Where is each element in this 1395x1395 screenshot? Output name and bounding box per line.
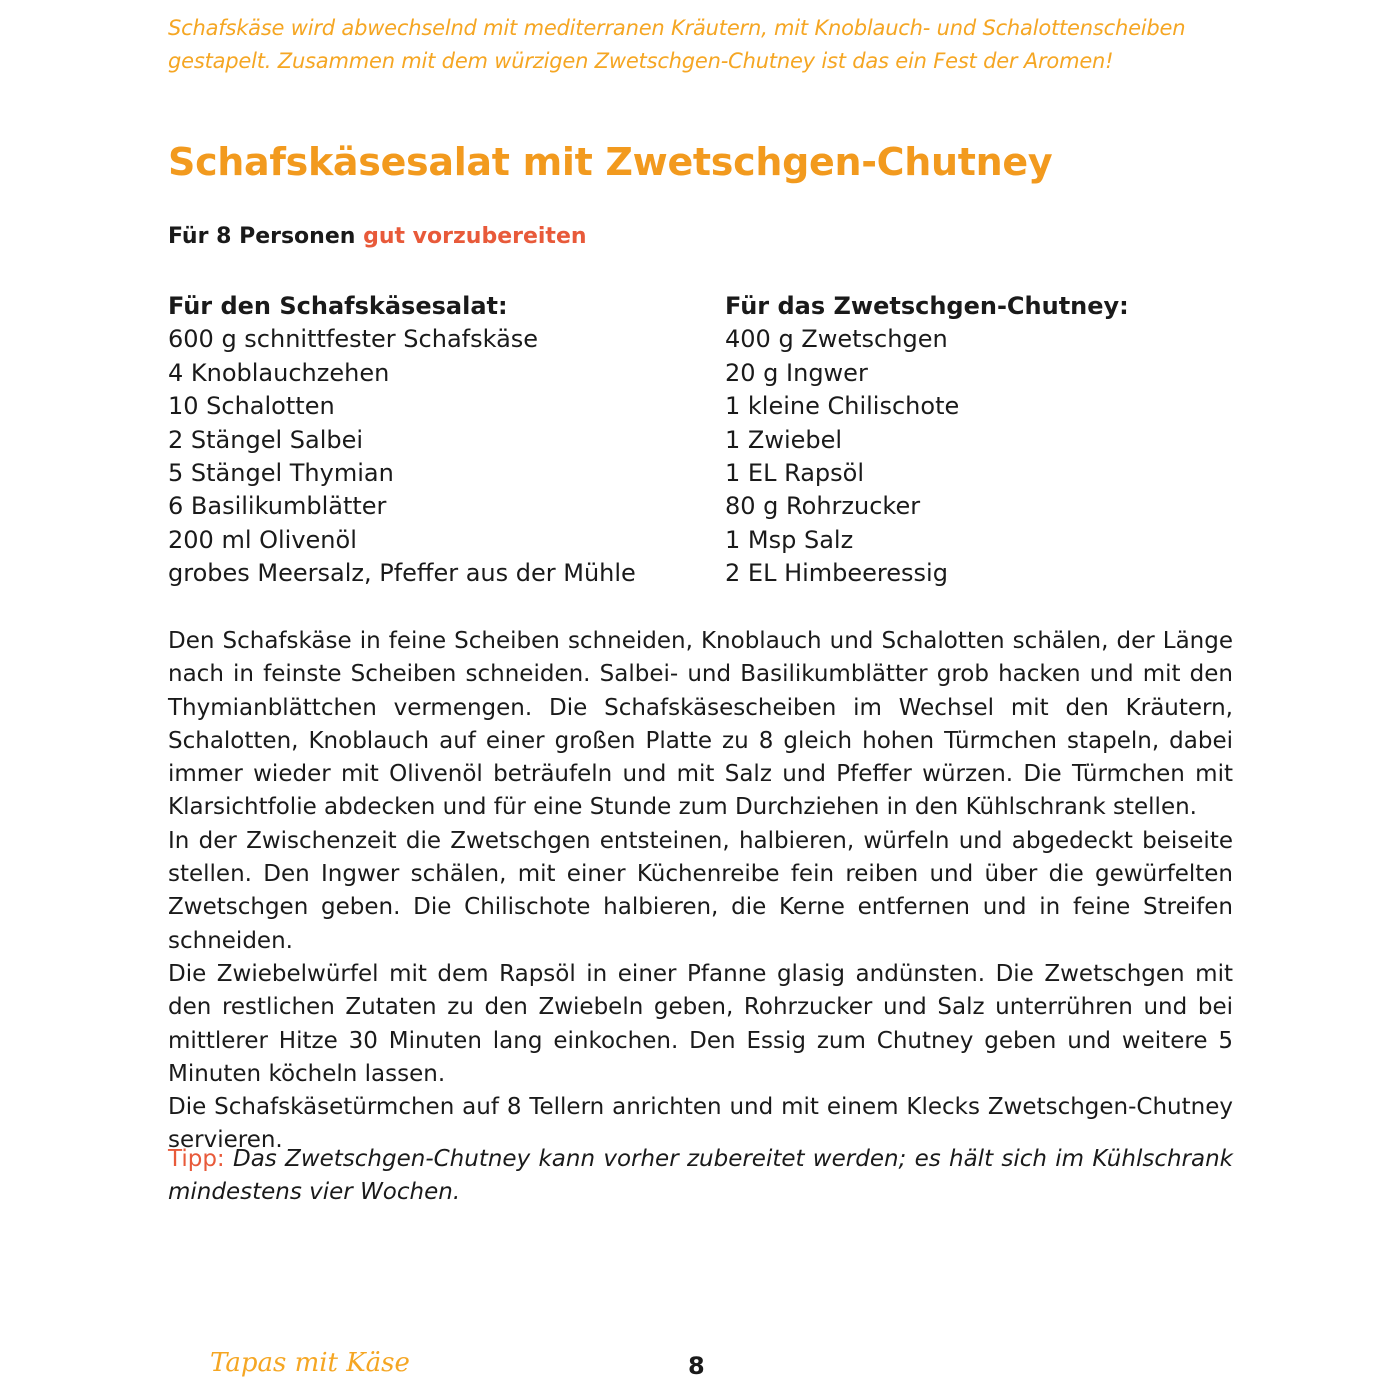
ingredient-item: 80 g Rohrzucker — [725, 492, 921, 521]
ingredient-item: 20 g Ingwer — [725, 358, 868, 387]
method-paragraph: Die Schafskäsetürmchen auf 8 Tellern anrichten und mit einem Klecks Zwetschgen-Chutney servieren. — [168, 1094, 1233, 1154]
tip-label: Tipp: — [168, 1146, 225, 1172]
method-paragraph: In der Zwischenzeit die Zwetschgen entsteinen, halbieren, würfeln und abgedeckt beiseite stellen. Den Ingwer schälen, mit einer Küchenreibe fein reiben und über die gewürfelten Zwetschgen geben. Die Chilischote halbieren, die Kerne entfernen und in feine Streifen schneiden. — [168, 827, 1233, 954]
recipe-title: Schafskäsesalat mit Zwetschgen-Chutney — [168, 140, 1053, 184]
salad-ingredients — [168, 290, 708, 591]
salad-ingredients-heading: Für den Schafskäsesalat: — [168, 292, 508, 320]
tip-box — [168, 1143, 1233, 1209]
ingredient-item: 5 Stängel Thymian — [168, 459, 394, 488]
ingredient-item: 1 EL Rapsöl — [725, 459, 865, 488]
prep-note: gut vorzubereiten — [363, 224, 587, 249]
ingredient-item: 1 kleine Chilischote — [725, 392, 960, 421]
chutney-ingredients — [725, 290, 1225, 591]
ingredient-item: grobes Meersalz, Pfeffer aus der Mühle — [168, 559, 636, 588]
servings-line — [168, 224, 587, 249]
preparation-method — [168, 625, 1233, 1158]
ingredient-item: 2 EL Himbeeressig — [725, 559, 948, 588]
ingredient-item: 600 g schnittfester Schafskäse — [168, 325, 539, 354]
ingredient-item: 1 Zwiebel — [725, 425, 843, 454]
tip-text: Das Zwetschgen-Chutney kann vorher zubereitet werden; es hält sich im Kühlschrank mindestens vier Wochen. — [168, 1146, 1233, 1205]
ingredient-item: 4 Knoblauchzehen — [168, 358, 390, 387]
method-paragraph: Die Zwiebelwürfel mit dem Rapsöl in einer Pfanne glasig andünsten. Die Zwetschgen mit den restlichen Zutaten zu den Zwiebeln geben, Rohrzucker und Salz unterrühren und bei mittlerer Hitze 30 Minuten lang einkochen. Den Essig zum Chutney geben und weitere 5 Minuten köcheln lassen. — [168, 960, 1233, 1087]
chutney-ingredients-heading: Für das Zwetschgen-Chutney: — [725, 292, 1129, 320]
servings-label: Für 8 Personen — [168, 224, 356, 249]
ingredient-item: 6 Basilikumblätter — [168, 492, 387, 521]
ingredient-item: 1 Msp Salz — [725, 525, 854, 554]
ingredient-item: 2 Stängel Salbei — [168, 425, 364, 454]
method-paragraph: Den Schafskäse in feine Scheiben schneiden, Knoblauch und Schalotten schälen, der Länge nach in feinste Scheiben schneiden. Salbei- und Basilikumblätter grob hacken und mit den Thymianblättchen vermengen. Die Schafskäsescheiben im Wechsel mit den Kräutern, Schalotten, Knoblauch auf einer großen Platte zu 8 gleich hohen Türmchen stapeln, dabei immer wieder mit Olivenöl beträufeln und mit Salz und Pfeffer würzen. Die Türmchen mit Klarsichtfolie abdecken und für eine Stunde zum Durchziehen in den Kühlschrank stellen. — [168, 628, 1233, 821]
ingredient-item: 200 ml Olivenöl — [168, 525, 357, 554]
page-number: 8 — [688, 1352, 705, 1380]
salad-ingredient-list — [168, 323, 708, 590]
book-title-footer: Tapas mit Käse — [210, 1348, 410, 1378]
ingredient-item: 400 g Zwetschgen — [725, 325, 948, 354]
chutney-ingredient-list — [725, 323, 1225, 590]
intro-text: Schafskäse wird abwechselnd mit mediterranen Kräutern, mit Knoblauch- und Schalottenscheiben gestapelt. Zusammen mit dem würzigen Zwetschgen-Chutney ist das ein Fest der Aromen! — [168, 16, 1186, 73]
ingredient-item: 10 Schalotten — [168, 392, 335, 421]
